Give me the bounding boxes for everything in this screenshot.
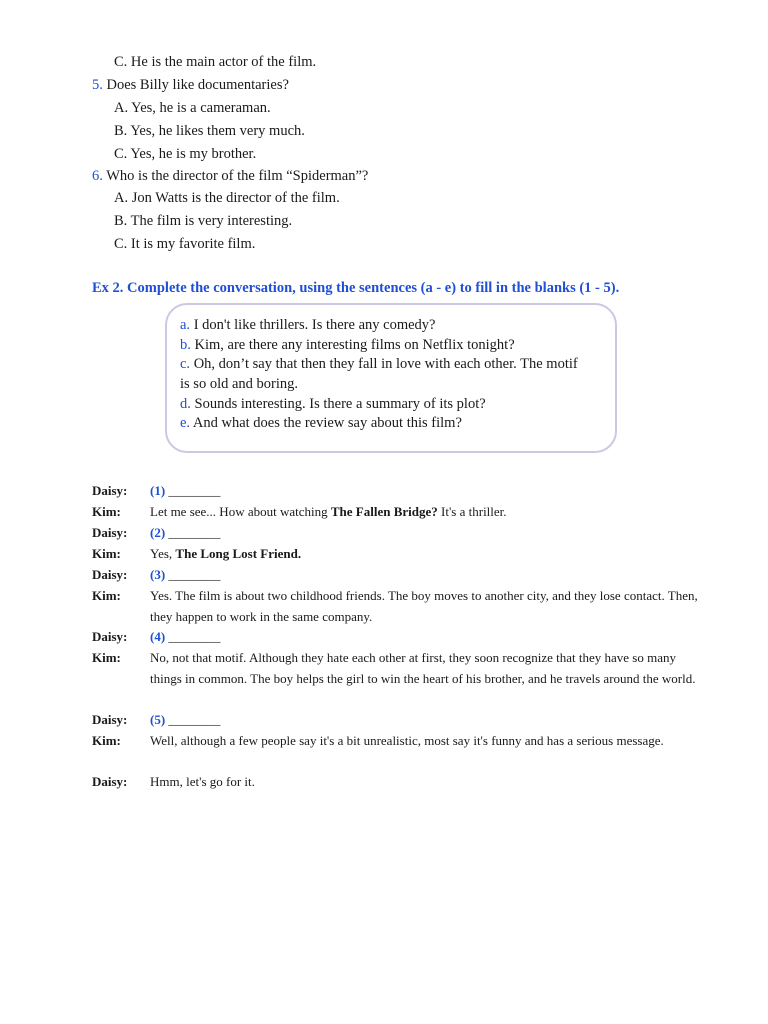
q6-option-a: A. Jon Watts is the director of the film. (114, 190, 340, 206)
option-c: c. Oh, don’t say that then they fall in love with each other. The motif is so old and boring. (180, 356, 578, 392)
kim-line-2: Yes, The Long Lost Friend. (150, 546, 302, 561)
exercise-2-title: Ex 2. Complete the conversation, using the sentences (a - e) to fill in the blanks (1 - 5). (92, 280, 620, 296)
q6-option-c: C. It is my favorite film. (114, 236, 256, 252)
kim-line-3: Yes. The film is about two childhood friends. The boy moves to another city, and they lose contact. Then, they happen to work in the same company. (150, 588, 698, 624)
speaker-daisy: Daisy: (92, 567, 128, 582)
blank-2: (2) ________ (150, 525, 221, 540)
q4-option-c: C. He is the main actor of the film. (114, 54, 317, 70)
kim-line-1: Let me see... How about watching The Fallen Bridge? It's a thriller. (150, 504, 507, 519)
option-e: e. And what does the review say about this film? (180, 415, 462, 431)
option-d: d. Sounds interesting. Is there a summary of its plot? (180, 396, 486, 412)
blank-4: (4) ________ (150, 629, 221, 644)
blank-1: (1) ________ (150, 483, 221, 498)
option-a: a. I don't like thrillers. Is there any comedy? (180, 317, 436, 333)
question-5: 5. Does Billy like documentaries? (92, 77, 289, 93)
speaker-daisy: Daisy: (92, 712, 128, 727)
blank-3: (3) ________ (150, 567, 221, 582)
speaker-kim: Kim: (92, 504, 121, 519)
q6-option-b: B. The film is very interesting. (114, 213, 293, 229)
q5-option-a: A. Yes, he is a cameraman. (114, 100, 271, 116)
speaker-daisy: Daisy: (92, 774, 128, 789)
blank-5: (5) ________ (150, 712, 221, 727)
q5-option-c: C. Yes, he is my brother. (114, 146, 257, 162)
speaker-kim: Kim: (92, 650, 121, 665)
speaker-kim: Kim: (92, 733, 121, 748)
kim-line-4: No, not that motif. Although they hate each other at first, they soon recognize that they have so many things in common. The boy helps the girl to win the heart of his brother, and he travels around the world. (150, 650, 696, 686)
speaker-daisy: Daisy: (92, 525, 128, 540)
q5-option-b: B. Yes, he likes them very much. (114, 123, 305, 139)
speaker-kim: Kim: (92, 546, 121, 561)
speaker-daisy: Daisy: (92, 629, 128, 644)
speaker-kim: Kim: (92, 588, 121, 603)
daisy-final-line: Hmm, let's go for it. (150, 774, 255, 789)
kim-line-5: Well, although a few people say it's a bit unrealistic, most say it's funny and has a serious message. (150, 733, 664, 748)
speaker-daisy: Daisy: (92, 483, 128, 498)
option-b: b. Kim, are there any interesting films on Netflix tonight? (180, 337, 515, 353)
question-6: 6. Who is the director of the film “Spiderman”? (92, 168, 369, 184)
